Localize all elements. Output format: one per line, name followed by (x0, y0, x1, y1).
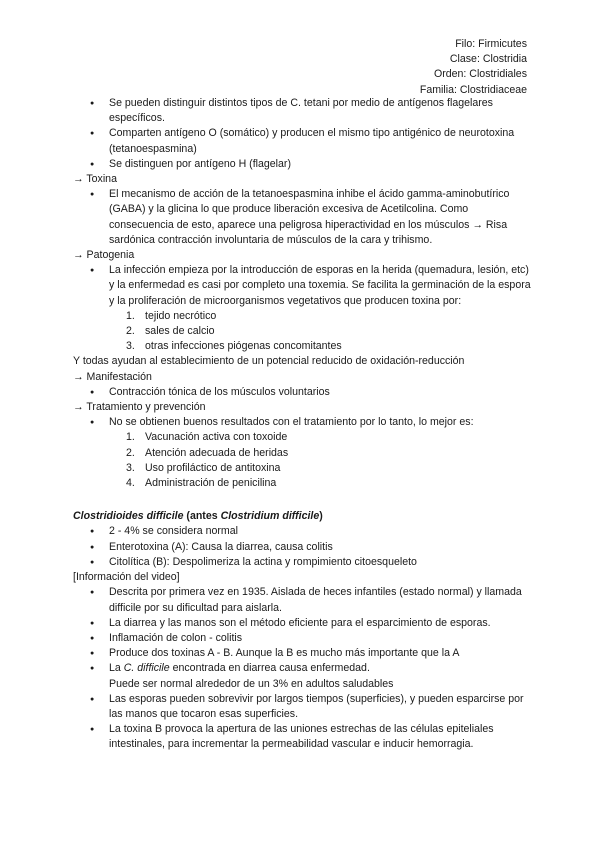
video-bullet: ● La C. difficile encontrada en diarrea causa enfermedad. (73, 661, 533, 676)
video-bullet: ● Produce dos toxinas A - B. Aunque la B es mucho más importante que la A (73, 646, 533, 661)
list-item: 1. tejido necrótico (126, 309, 217, 322)
list-item: 3. otras infecciones piógenas concomitantes (126, 340, 342, 353)
patogenia-closing: Y todas ayudan al establecimiento de un potencial reducido de oxidación-reducción (73, 355, 465, 368)
toxina-bullet: ● El mecanismo de acción de la tetanoespasmina inhibe el ácido gamma-aminobutírico (GABA) y la glicina lo que produce liberación excesiva de Acetilcolina. Como consecuencia de esto, aparece una peligrosa hiperactividad en los músculos → Risa sardónica contracción involuntaria de músculos de la cara y trihismo. (73, 187, 533, 248)
intro-bullet: ● Comparten antígeno O (somático) y producen el mismo tipo antigénico de neurotoxina (tetanoespasmina) (73, 126, 533, 156)
patogenia-bullet: ● La infección empieza por la introducción de esporas en la herida (quemadura, lesión, etc) y la enfermedad es casi por completo una toxemia. Se facilita la germinación de la espora y la proliferación de microorganismos vegetativos que producen toxina por: (73, 263, 533, 309)
video-bullet: ● La diarrea y las manos son el método eficiente para el esparcimiento de esporas. (73, 616, 533, 631)
section-heading-manifestacion: → Manifestación (73, 370, 152, 383)
manifestacion-bullet: ● Contracción tónica de los músculos voluntarios (73, 385, 533, 400)
tratamiento-bullet: ● No se obtienen buenos resultados con el tratamiento por lo tanto, lo mejor es: (73, 415, 533, 430)
video-bullet: ● Inflamación de colon - colitis (73, 631, 533, 646)
video-bullet-continuation: Puede ser normal alrededor de un 3% en adultos saludables (109, 677, 394, 690)
taxonomy-filo: Filo: Firmicutes (455, 38, 527, 50)
video-bullet: ● La toxina B provoca la apertura de las uniones estrechas de las células epiteliales intestinales, para incrementar la permeabilidad vascular e inducir hemorragia. (73, 722, 533, 752)
cdiff-bullet: ● Citolítica (B): Despolimeriza la actina y rompimiento citoesqueleto (73, 555, 533, 570)
section-heading-patogenia: → Patogenia (73, 249, 135, 262)
section-heading-toxina: → Toxina (73, 173, 117, 186)
cdiff-bullet: ● Enterotoxina (A): Causa la diarrea, causa colitis (73, 540, 533, 555)
video-bullet: ● Descrita por primera vez en 1935. Aislada de heces infantiles (estado normal) y llamada difficile por su dificultad para aislarla. (73, 585, 533, 615)
taxonomy-clase: Clase: Clostridia (449, 53, 527, 66)
video-bullet: ● Las esporas pueden sobrevivir por largos tiempos (superficies), y pueden esparcirse por las manos que tocaron esas superficies. (73, 692, 533, 722)
cdiff-bullet: ● 2 - 4% se considera normal (73, 524, 533, 539)
taxonomy-orden: Orden: Clostridiales (433, 68, 527, 81)
taxonomy-familia: Familia: Clostridiaceae (419, 83, 527, 96)
list-item: 1. Vacunación activa con toxoide (126, 431, 288, 444)
section-heading-tratamiento: → Tratamiento y prevención (73, 401, 206, 414)
list-item: 2. sales de calcio (126, 325, 215, 338)
cdiff-title: Clostridioides difficile (antes Clostridium difficile) (73, 510, 323, 523)
video-heading: [Información del video] (73, 571, 180, 584)
list-item: 4. Administración de penicilina (126, 477, 277, 490)
intro-bullet: ● Se distinguen por antígeno H (flagelar) (73, 157, 533, 172)
list-item: 3. Uso profiláctico de antitoxina (126, 461, 281, 474)
document-body (73, 96, 533, 753)
list-item: 2. Atención adecuada de heridas (126, 446, 289, 459)
taxonomy-block (420, 37, 527, 98)
intro-bullet: ● Se pueden distinguir distintos tipos de C. tetani por medio de antígenos flagelares específicos. (73, 96, 533, 126)
